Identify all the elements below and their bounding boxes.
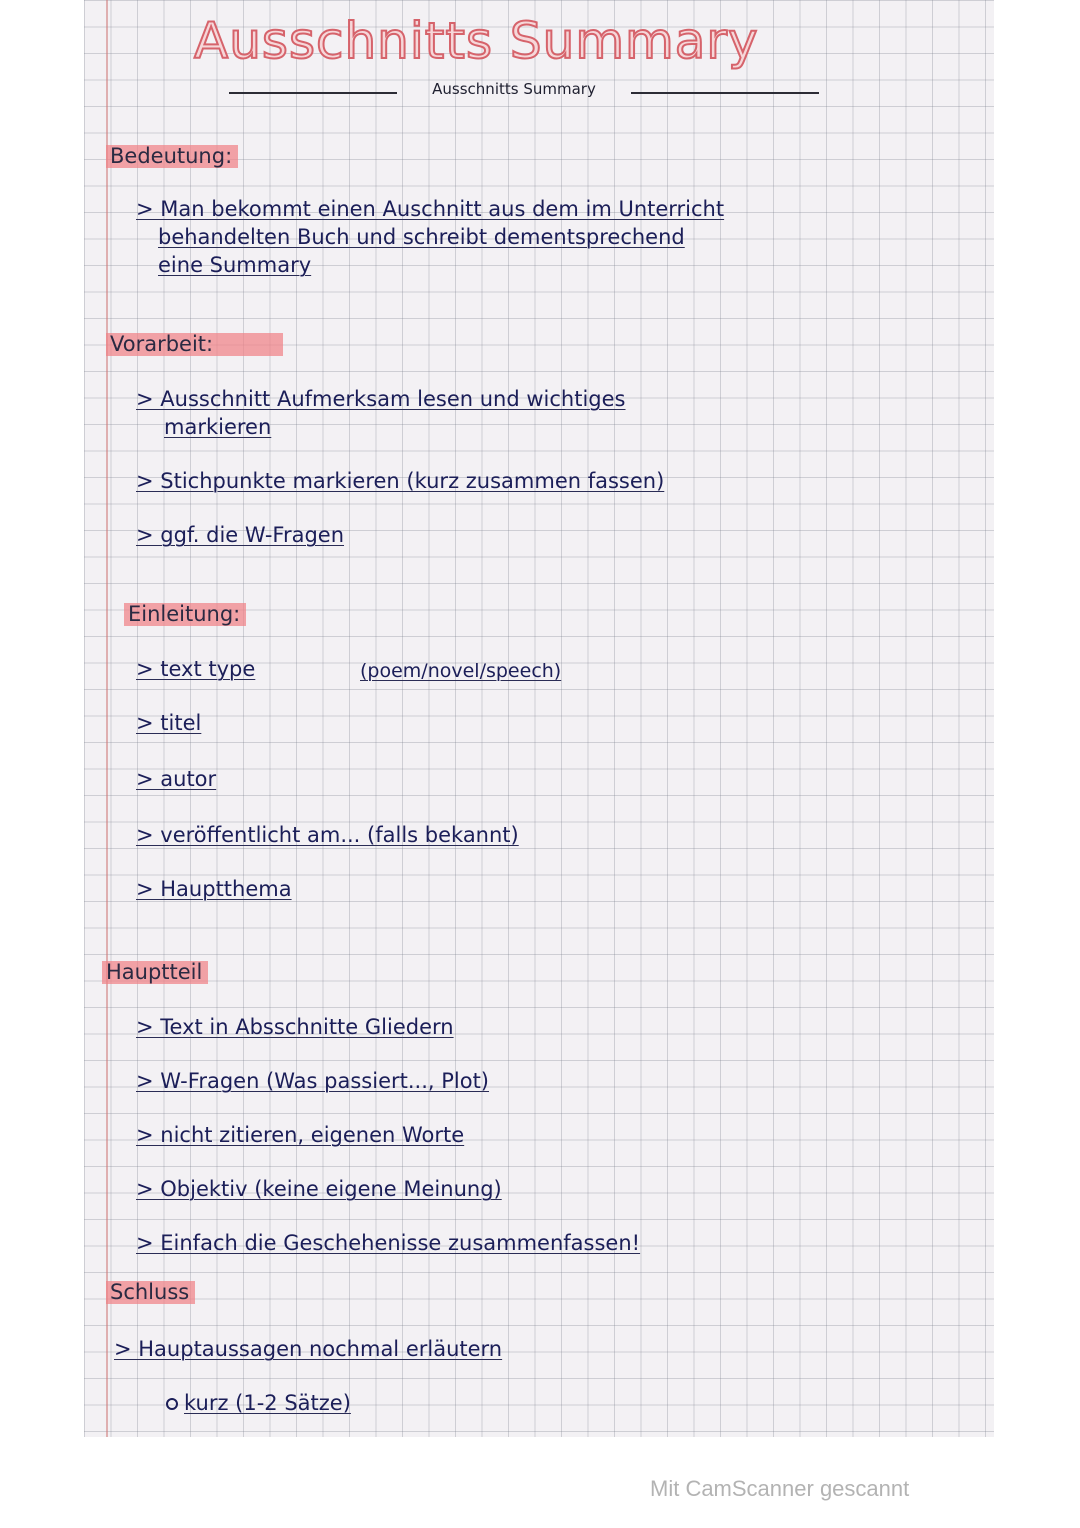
- hauptteil-item-3: > nicht zitieren, eigenen Worte: [136, 1123, 465, 1147]
- vorarbeit-item-1-cont: markieren: [164, 415, 272, 439]
- vorarbeit-item-2: > Stichpunkte markieren (kurz zusammen fassen): [136, 469, 665, 493]
- hauptteil-item-5: > Einfach die Geschehenisse zusammenfassen!: [136, 1231, 641, 1255]
- page-title: Ausschnitts Summary: [194, 12, 759, 70]
- subtitle-row: [229, 80, 819, 106]
- heading-einleitung: Einleitung:: [124, 600, 246, 628]
- vorarbeit-item-3: > ggf. die W-Fragen: [136, 523, 345, 547]
- hauptteil-item-2: > W-Fragen (Was passiert..., Plot): [136, 1069, 490, 1093]
- schluss-item-1: > Hauptaussagen nochmal erläutern: [114, 1337, 503, 1361]
- bedeutung-line-1: > Man bekommt einen Auschnitt aus dem im Unterricht: [136, 197, 725, 221]
- heading-vorarbeit: Vorarbeit:: [106, 330, 283, 358]
- camscanner-watermark: Mit CamScanner gescannt: [650, 1476, 910, 1501]
- einleitung-item-hauptthema: > Hauptthema: [136, 877, 292, 901]
- schluss-item-2-label: kurz (1-2 Sätze): [184, 1391, 351, 1415]
- einleitung-item-text-type-note: (poem/novel/speech): [360, 660, 562, 682]
- bedeutung-line-3: eine Summary: [158, 253, 312, 277]
- heading-schluss: Schluss: [106, 1278, 195, 1306]
- bedeutung-line-2: behandelten Buch und schreibt dementsprechend: [158, 225, 685, 249]
- einleitung-item-text-type: > text type: [136, 657, 256, 681]
- heading-bedeutung: Bedeutung:: [106, 142, 238, 170]
- einleitung-item-veroeffentlicht: > veröffentlicht am... (falls bekannt): [136, 823, 519, 847]
- subtitle-rule-right: [631, 92, 819, 94]
- hauptteil-item-1: > Text in Absschnitte Gliedern: [136, 1015, 454, 1039]
- hauptteil-item-4: > Objektiv (keine eigene Meinung): [136, 1177, 502, 1201]
- schluss-item-2: [166, 1390, 351, 1416]
- notebook-page: [84, 0, 994, 1437]
- margin-line: [106, 0, 108, 1437]
- circle-bullet-icon: [166, 1398, 178, 1410]
- heading-hauptteil: Hauptteil: [102, 958, 208, 986]
- page-subtitle: Ausschnitts Summary: [432, 80, 596, 98]
- vorarbeit-item-1: > Ausschnitt Aufmerksam lesen und wichtiges: [136, 387, 626, 411]
- subtitle-rule-left: [229, 92, 397, 94]
- einleitung-item-titel: > titel: [136, 711, 202, 735]
- einleitung-item-autor: > autor: [136, 767, 217, 791]
